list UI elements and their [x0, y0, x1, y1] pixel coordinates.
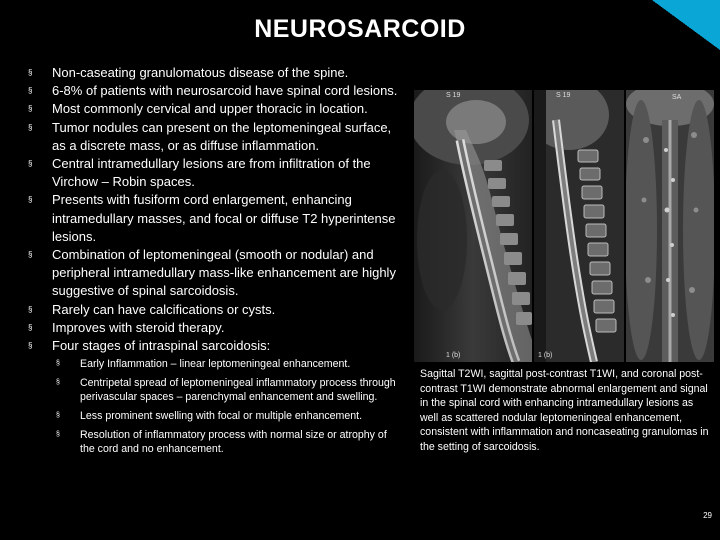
bullet-glyph: § — [28, 159, 33, 169]
bullet-glyph: § — [28, 341, 33, 351]
sub-bullet-item: § Less prominent swelling with focal or multiple enhancement. — [56, 410, 363, 423]
page-number: 29 — [703, 511, 712, 520]
bullet-glyph: § — [28, 250, 33, 260]
bullet-item: § Four stages of intraspinal sarcoidosis: — [28, 337, 408, 355]
sub-bullet-item: § Centripetal spread of leptomeningeal inflammatory process through perivascular spaces – parenchymal enhancement and swelling. — [56, 376, 396, 404]
image-caption: Sagittal T2WI, sagittal post-contrast T1WI, and coronal post-contrast T1WI demonstrate abnormal enlargement and signal in the spinal cord with enhancing intramedullary lesions as well as scattered nodular leptomeningeal enhancement, consistent with inflammation and noncaseating granulomas in the setting of sarcoidosis. — [420, 368, 709, 453]
mri-sagittal-t2-image — [414, 90, 532, 362]
sub-bullet-list — [56, 357, 401, 457]
bullet-item: § Tumor nodules can present on the leptomeningeal surface, as a discrete mass, or as diffuse inflammation. — [28, 119, 408, 155]
bullet-item: § Central intramedullary lesions are from infiltration of the Virchow – Robin spaces. — [28, 155, 408, 191]
bullet-glyph: § — [56, 412, 60, 420]
bullet-item: § 6-8% of patients with neurosarcoid have spinal cord lesions. — [28, 82, 408, 100]
bullet-item: § Rarely can have calcifications or cysts. — [28, 301, 408, 319]
bullet-item: § Non-caseating granulomatous disease of the spine. — [28, 64, 408, 82]
bullet-glyph: § — [28, 86, 33, 96]
bullet-glyph: § — [56, 430, 60, 438]
bullet-glyph: § — [28, 104, 33, 114]
bullet-item: § Improves with steroid therapy. — [28, 319, 408, 337]
image-label: SA — [672, 94, 682, 101]
bullet-glyph: § — [56, 360, 60, 368]
image-label: S 19 — [446, 92, 461, 99]
bullet-glyph: § — [28, 304, 33, 314]
bullet-item: § Presents with fusiform cord enlargement, enhancing intramedullary masses, and focal or diffuse T2 hyperintense lesions. — [28, 191, 408, 246]
bullet-glyph: § — [56, 378, 60, 386]
mri-sagittal-t1-postcontrast-image — [534, 90, 624, 362]
image-label: 1 (b) — [538, 352, 553, 359]
mri-image-panels — [414, 90, 714, 362]
sub-bullet-item: § Resolution of inflammatory process with normal size or atrophy of the cord and no enhancement. — [56, 428, 387, 456]
mri-coronal-t1-postcontrast-image — [626, 90, 714, 362]
bullet-glyph: § — [28, 195, 33, 205]
bullet-item: § Most commonly cervical and upper thoracic in location. — [28, 100, 408, 118]
image-label: S 19 — [556, 92, 571, 99]
bullet-item: § Combination of leptomeningeal (smooth or nodular) and peripheral intramedullary mass-like enhancement are highly suggestive of spinal sarcoidosis. — [28, 246, 408, 301]
sub-bullet-item: § Early Inflammation – linear leptomeningeal enhancement. — [56, 358, 351, 371]
bullet-glyph: § — [28, 68, 33, 77]
slide-title: NEUROSARCOID — [254, 15, 466, 43]
bullet-list — [28, 64, 408, 461]
image-label: 1 (b) — [446, 352, 461, 359]
bullet-glyph: § — [28, 122, 33, 132]
bullet-glyph: § — [28, 322, 33, 332]
